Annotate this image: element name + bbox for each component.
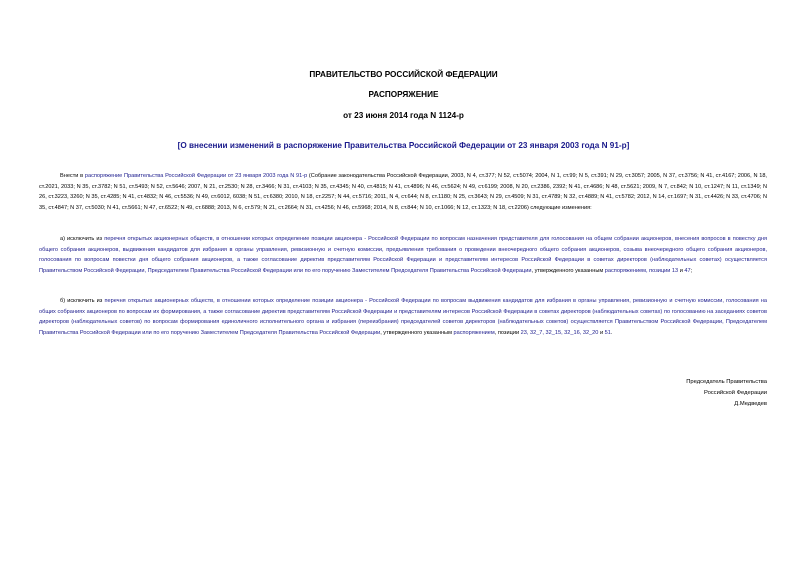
title-prefix: [О внесении изменений в	[177, 141, 284, 150]
item-b-lead: б) исключить из	[60, 298, 105, 304]
document-date-number: от 23 июня 2014 года N 1124-р	[343, 111, 464, 120]
item-a-lead: а) исключить из	[60, 236, 105, 242]
item-a-order-link[interactable]: распоряжением, позиции 13	[604, 267, 679, 274]
item-a-and: и	[678, 267, 685, 274]
item-b-position-link[interactable]: 51	[604, 329, 611, 336]
intro-lead: Внести в	[60, 173, 85, 179]
item-b-list-link[interactable]: перечня открытых акционерных обществ, в отношении которых определение позиции акционера - Российской Федерации по вопросам выдвижения кандидатов для избрания в органы управления, ревизионную и счетную комиссии, голосования на общих собраниях акционеров по вопросам их формирования, а также согласование директив представителям Российской Федерации и представителям интересов Российской Федерации в советах директоров (наблюдательных советах) по голосованию на заседаниях советов директоров (наблюдательных советов) по вопросам формирования единоличного исполнительного органа и избрания (переизбрания) председателей советов директоров (наблюдательных советов) осуществляется Правительством Российской Федерации, Председателем Правительства Российской Федерации или по его поручению Заместителем Председателя Правительства Российской Федерации	[39, 298, 768, 336]
signature-position-line2: Российской Федерации	[703, 390, 767, 396]
item-b-order-link[interactable]: распоряжением	[453, 329, 495, 336]
signature-position-line1: Председатель Правительства	[686, 379, 767, 385]
intro-link[interactable]: распоряжение Правительства Российской Федерации от 23 января 2003 года N 91-р	[84, 173, 308, 179]
item-b-and: и	[598, 329, 605, 336]
intro-paragraph	[39, 171, 767, 213]
document-title	[0, 141, 807, 151]
intro-text: (Собрание законодательства Российской Федерации, 2003, N 4, ст.377; N 52, ст.5074; 2004, N 1, ст.99; N 5, ст.391; N 29, ст.3057; 2005, N 37, ст.3756; N 41, ст.4167; 2006, N 18, ст.2021, 2033; N 35, ст.3782; N 51, ст.5493; N 52, ст.5646; 2007, N 21, ст.2530; N 28, ст.3466; N 31, ст.4103; N 35, ст.4345; N 40, ст.4815; N 41, ст.4896; N 46, ст.5624; N 49, ст.6199; 2008, N 20, ст.2386, 2392; N 41, ст.4686; N 48, ст.5621; 2009, N 7, ст.842; N 10, ст.1247; N 11, ст.1349; N 26, ст.3223, 3260; N 35, ст.4285; N 41, ст.4832; N 46, ст.5536; N 49, ст.6012, 6038; N 51, ст.6380; 2010, N 18, ст.2257; N 44, ст.5716; 2011, N 4, ст.644; N 8, ст.1180; N 25, ст.3643; N 29, ст.4509; N 31, ст.4789; N 32, ст.4889; N 41, ст.5782; 2012, N 14, ст.1697; N 31, ст.4426; N 33, ст.4706; N 35, ст.4847; N 37, ст.5030; N 41, ст.5661; N 47, ст.6522; N 49, ст.6888; 2013, N 6, ст.579; N 21, ст.2664; N 31, ст.4256; N 46, ст.5968; 2014, N 8, ст.844; N 10, ст.1066; N 12, ст.1323; N 18, ст.2206) следующие изменения:	[39, 173, 767, 211]
item-a-end: ;	[690, 267, 693, 274]
item-a-list-link[interactable]: перечня открытых акционерных обществ, в отношении которых определение позиции акционера - Российской Федерации по вопросам назначения представителя для голосования на общем собрании акционеров, внесения вопросов в повестку дня общего собрания акционеров, выдвижения кандидатов для избрания в органы управления, ревизионную и счетную комиссии, предъявления требования о проведении внеочередного общего собрания акционеров, созыва внеочередного общего собрания акционеров, голосования по вопросам повестки дня общего собрания акционеров, а также согласование директив представителям Российской Федерации и представителям интересов Российской Федерации в советах директоров (наблюдательных советах) осуществляется Правительством Российской Федерации, Председателем Правительства Российской Федерации или по его поручению Заместителем Председателя Правительства Российской Федерации	[39, 236, 767, 274]
item-a-paragraph	[39, 234, 767, 276]
item-a-position-link[interactable]: 47	[684, 267, 691, 274]
title-suffix: ]	[626, 141, 630, 150]
signature-name: Д.Медведев	[734, 401, 767, 407]
title-link[interactable]: распоряжение Правительства Российской Федерации от 23 января 2003 года N 91-р	[283, 141, 627, 150]
item-b-end: .	[610, 329, 613, 336]
issuer-heading: ПРАВИТЕЛЬСТВО РОССИЙСКОЙ ФЕДЕРАЦИИ	[309, 70, 498, 79]
item-b-paragraph	[39, 296, 767, 338]
item-a-mid: , утвержденного указанным	[531, 267, 605, 274]
document-type-heading: РАСПОРЯЖЕНИЕ	[368, 90, 439, 99]
item-b-mid: , утвержденного указанным	[380, 329, 454, 336]
item-b-positions-links[interactable]: 23, 32_7, 32_15, 32_16, 32_20	[520, 329, 599, 336]
item-b-positions-label: , позиции	[494, 329, 521, 336]
